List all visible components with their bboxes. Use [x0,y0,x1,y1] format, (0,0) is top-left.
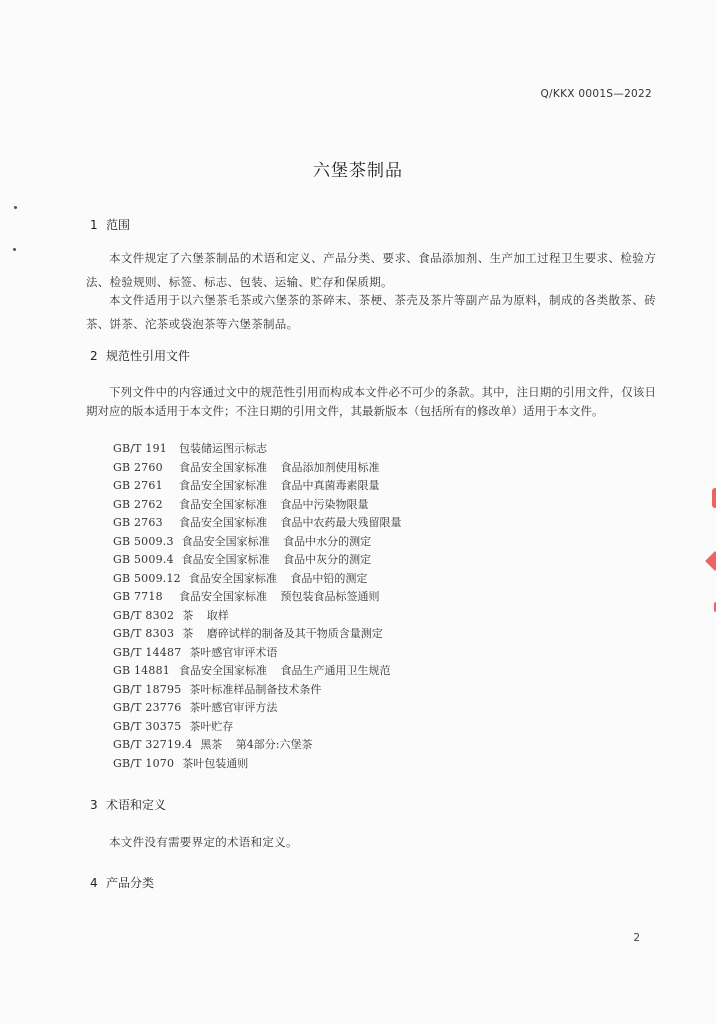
reference-item [113,681,402,700]
reference-item [113,551,402,570]
reference-code: GB 14881 [113,664,170,677]
reference-code: GB 5009.4 [113,553,174,566]
reference-item [113,699,402,718]
seal-stamp-fragment [696,470,716,620]
reference-title: 食品安全国家标准 食品中铅的测定 [188,571,368,585]
reference-title: 茶叶感官审评方法 [189,701,278,714]
reference-code: GB 5009.3 [113,534,174,548]
reference-title: 茶叶贮存 [189,719,234,733]
reference-code: GB/T 18795 [113,682,182,696]
reference-title: 食品安全国家标准 预包装食品标签通则 [179,590,380,603]
section-heading-normative-references [90,347,190,364]
reference-title: 茶叶包装通则 [182,756,249,770]
reference-item [113,533,402,552]
scope-paragraph-2: 本文件适用于以六堡茶毛茶或六堡茶的茶碎末、茶梗、茶壳及茶片等副产品为原料，制成的各类散茶、砖茶、饼茶、沱茶或袋泡茶等六堡茶制品。 [86,293,656,331]
reference-item [113,662,402,681]
section-heading-scope [90,216,130,233]
reference-title: 黑茶 第4部分:六堡茶 [200,738,313,751]
reference-code: GB 2761 [113,479,163,492]
reference-item [113,588,402,607]
reference-code: GB/T 8302 [113,608,175,622]
reference-code: GB/T 191 [113,442,168,455]
reference-code: GB/T 30375 [113,719,182,733]
reference-item [113,459,402,478]
page-number: 2 [633,932,640,944]
reference-title: 茶叶标准样品制备技术条件 [189,682,322,696]
reference-item [113,514,402,533]
reference-item [113,755,402,774]
reference-item [113,496,402,515]
reference-item [113,718,402,737]
section-number: 1 [90,218,98,232]
terms-paragraph: 本文件没有需要界定的术语和定义。 [109,835,298,849]
section-heading-product-classification [90,874,154,891]
scope-paragraph-1: 本文件规定了六堡茶制品的术语和定义、产品分类、要求、食品添加剂、生产加工过程卫生要求、检验方法、检验规则、标签、标志、包装、运输、贮存和保质期。 [86,251,656,289]
document-title: 六堡茶制品 [313,161,403,181]
document-code: Q/KKX 0001S—2022 [540,88,652,100]
reference-code: GB 2762 [113,497,163,511]
reference-item [113,607,402,626]
reference-code: GB 2763 [113,516,163,529]
reference-code: GB 7718 [113,590,163,603]
reference-title: 食品安全国家标准 食品添加剂使用标准 [179,460,380,474]
reference-code: GB/T 23776 [113,701,182,714]
scan-speck [13,248,16,251]
reference-title: 食品安全国家标准 食品中灰分的测定 [181,553,372,566]
section-number: 3 [90,798,98,812]
reference-title: 食品安全国家标准 食品中真菌毒素限量 [179,479,380,492]
reference-code: GB 2760 [113,460,163,474]
reference-title: 食品安全国家标准 食品中农药最大残留限量 [179,516,402,529]
reference-title: 茶 取样 [182,608,229,622]
reference-code: GB/T 1070 [113,756,175,770]
scan-speck [14,206,17,209]
section-number: 4 [90,876,98,890]
reference-item [113,736,402,755]
reference-title: 食品安全国家标准 食品生产通用卫生规范 [179,664,391,677]
reference-code: GB 5009.12 [113,571,181,585]
reference-item [113,644,402,663]
section-title: 规范性引用文件 [106,349,191,363]
reference-item [113,440,402,459]
reference-item [113,477,402,496]
reference-code: GB/T 32719.4 [113,738,193,751]
section-heading-terms [90,796,166,813]
reference-code: GB/T 8303 [113,627,175,640]
section-title: 术语和定义 [106,798,167,812]
reference-title: 食品安全国家标准 食品中污染物限量 [179,497,369,511]
reference-title: 茶 磨碎试样的制备及其干物质含量测定 [182,627,383,640]
section-title: 范围 [106,218,131,232]
section-number: 2 [90,349,98,363]
reference-title: 包装储运图示标志 [179,442,267,455]
reference-list [113,440,402,773]
reference-title: 食品安全国家标准 食品中水分的测定 [181,534,372,548]
reference-code: GB/T 14487 [113,645,182,659]
references-intro: 下列文件中的内容通过文中的规范性引用而构成本文件必不可少的条款。其中，注日期的引用文件，仅该日期对应的版本适用于本文件；不注日期的引用文件，其最新版本（包括所有的修改单）适用于本文件。 [86,385,656,418]
reference-item [113,625,402,644]
section-title: 产品分类 [106,876,155,890]
reference-title: 茶叶感官审评术语 [189,645,278,659]
reference-item [113,570,402,589]
